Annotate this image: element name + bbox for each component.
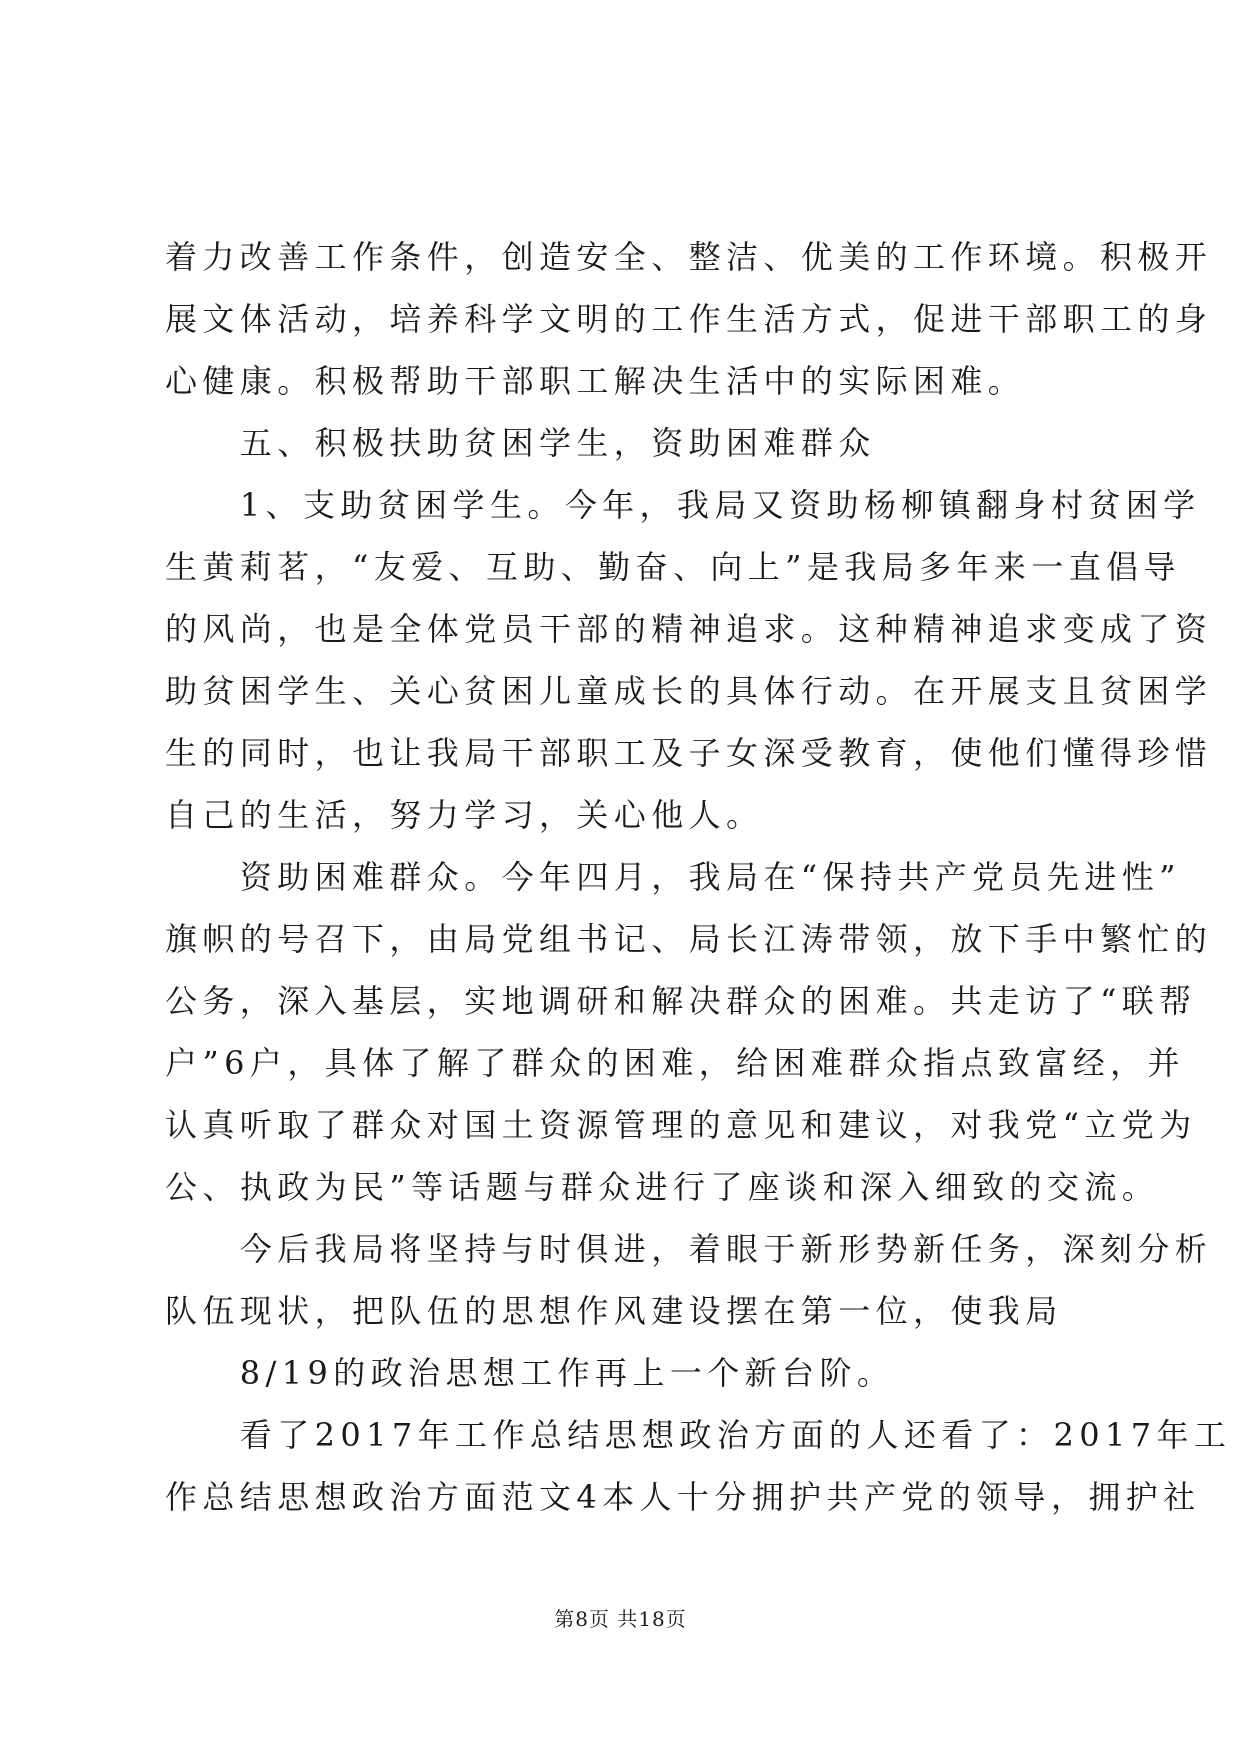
text-line: 资助困难群众。今年四月，我局在“保持共产党员先进性” bbox=[165, 858, 1181, 896]
text-line: 今后我局将坚持与时俱进，着眼于新形势新任务，深刻分析 bbox=[165, 1230, 1213, 1268]
text-line: 旗帜的号召下，由局党组书记、局长江涛带领，放下手中繁忙的 bbox=[165, 920, 1213, 958]
text-line: 自己的生活，努力学习，关心他人。 bbox=[165, 796, 764, 834]
text-line: 助贫困学生、关心贫困儿童成长的具体行动。在开展支且贫困学 bbox=[165, 672, 1213, 710]
text-line: 公、执政为民”等话题与群众进行了座谈和深入细致的交流。 bbox=[165, 1168, 1160, 1206]
text-line: 户”6户，具体了解了群众的困难，给困难群众指点致富经，并 bbox=[165, 1044, 1185, 1082]
text-line: 看了2017年工作总结思想政治方面的人还看了：2017年工 bbox=[165, 1416, 1232, 1454]
text-line: 着力改善工作条件，创造安全、整洁、优美的工作环境。积极开 bbox=[165, 238, 1213, 276]
section-heading: 五、积极扶助贫困学生，资助困难群众 bbox=[165, 424, 876, 462]
text-line: 认真听取了群众对国土资源管理的意见和建议，对我党“立党为 bbox=[165, 1106, 1197, 1144]
text-line: 展文体活动，培养科学文明的工作生活方式，促进干部职工的身 bbox=[165, 300, 1213, 338]
text-line: 8/19的政治思想工作再上一个新台阶。 bbox=[165, 1354, 895, 1392]
text-line: 作总结思想政治方面范文4本人十分拥护共产党的领导，拥护社 bbox=[165, 1478, 1201, 1516]
text-line: 的风尚，也是全体党员干部的精神追求。这种精神追求变成了资 bbox=[165, 610, 1213, 648]
text-line: 公务，深入基层，实地调研和解决群众的困难。共走访了“联帮 bbox=[165, 982, 1197, 1020]
text-line: 队伍现状，把队伍的思想作风建设摆在第一位，使我局 bbox=[165, 1292, 1063, 1330]
text-line: 生黄莉茗，“友爱、互助、勤奋、向上”是我局多年来一直倡导 bbox=[165, 548, 1181, 586]
text-line: 1、支助贫困学生。今年，我局又资助杨柳镇翻身村贫困学 bbox=[165, 486, 1201, 524]
document-body bbox=[165, 226, 1232, 1528]
text-line: 生的同时，也让我局干部职工及子女深受教育，使他们懂得珍惜 bbox=[165, 734, 1213, 772]
page-footer: 第8页 共18页 bbox=[554, 1607, 687, 1631]
text-line: 心健康。积极帮助干部职工解决生活中的实际困难。 bbox=[165, 362, 1026, 400]
